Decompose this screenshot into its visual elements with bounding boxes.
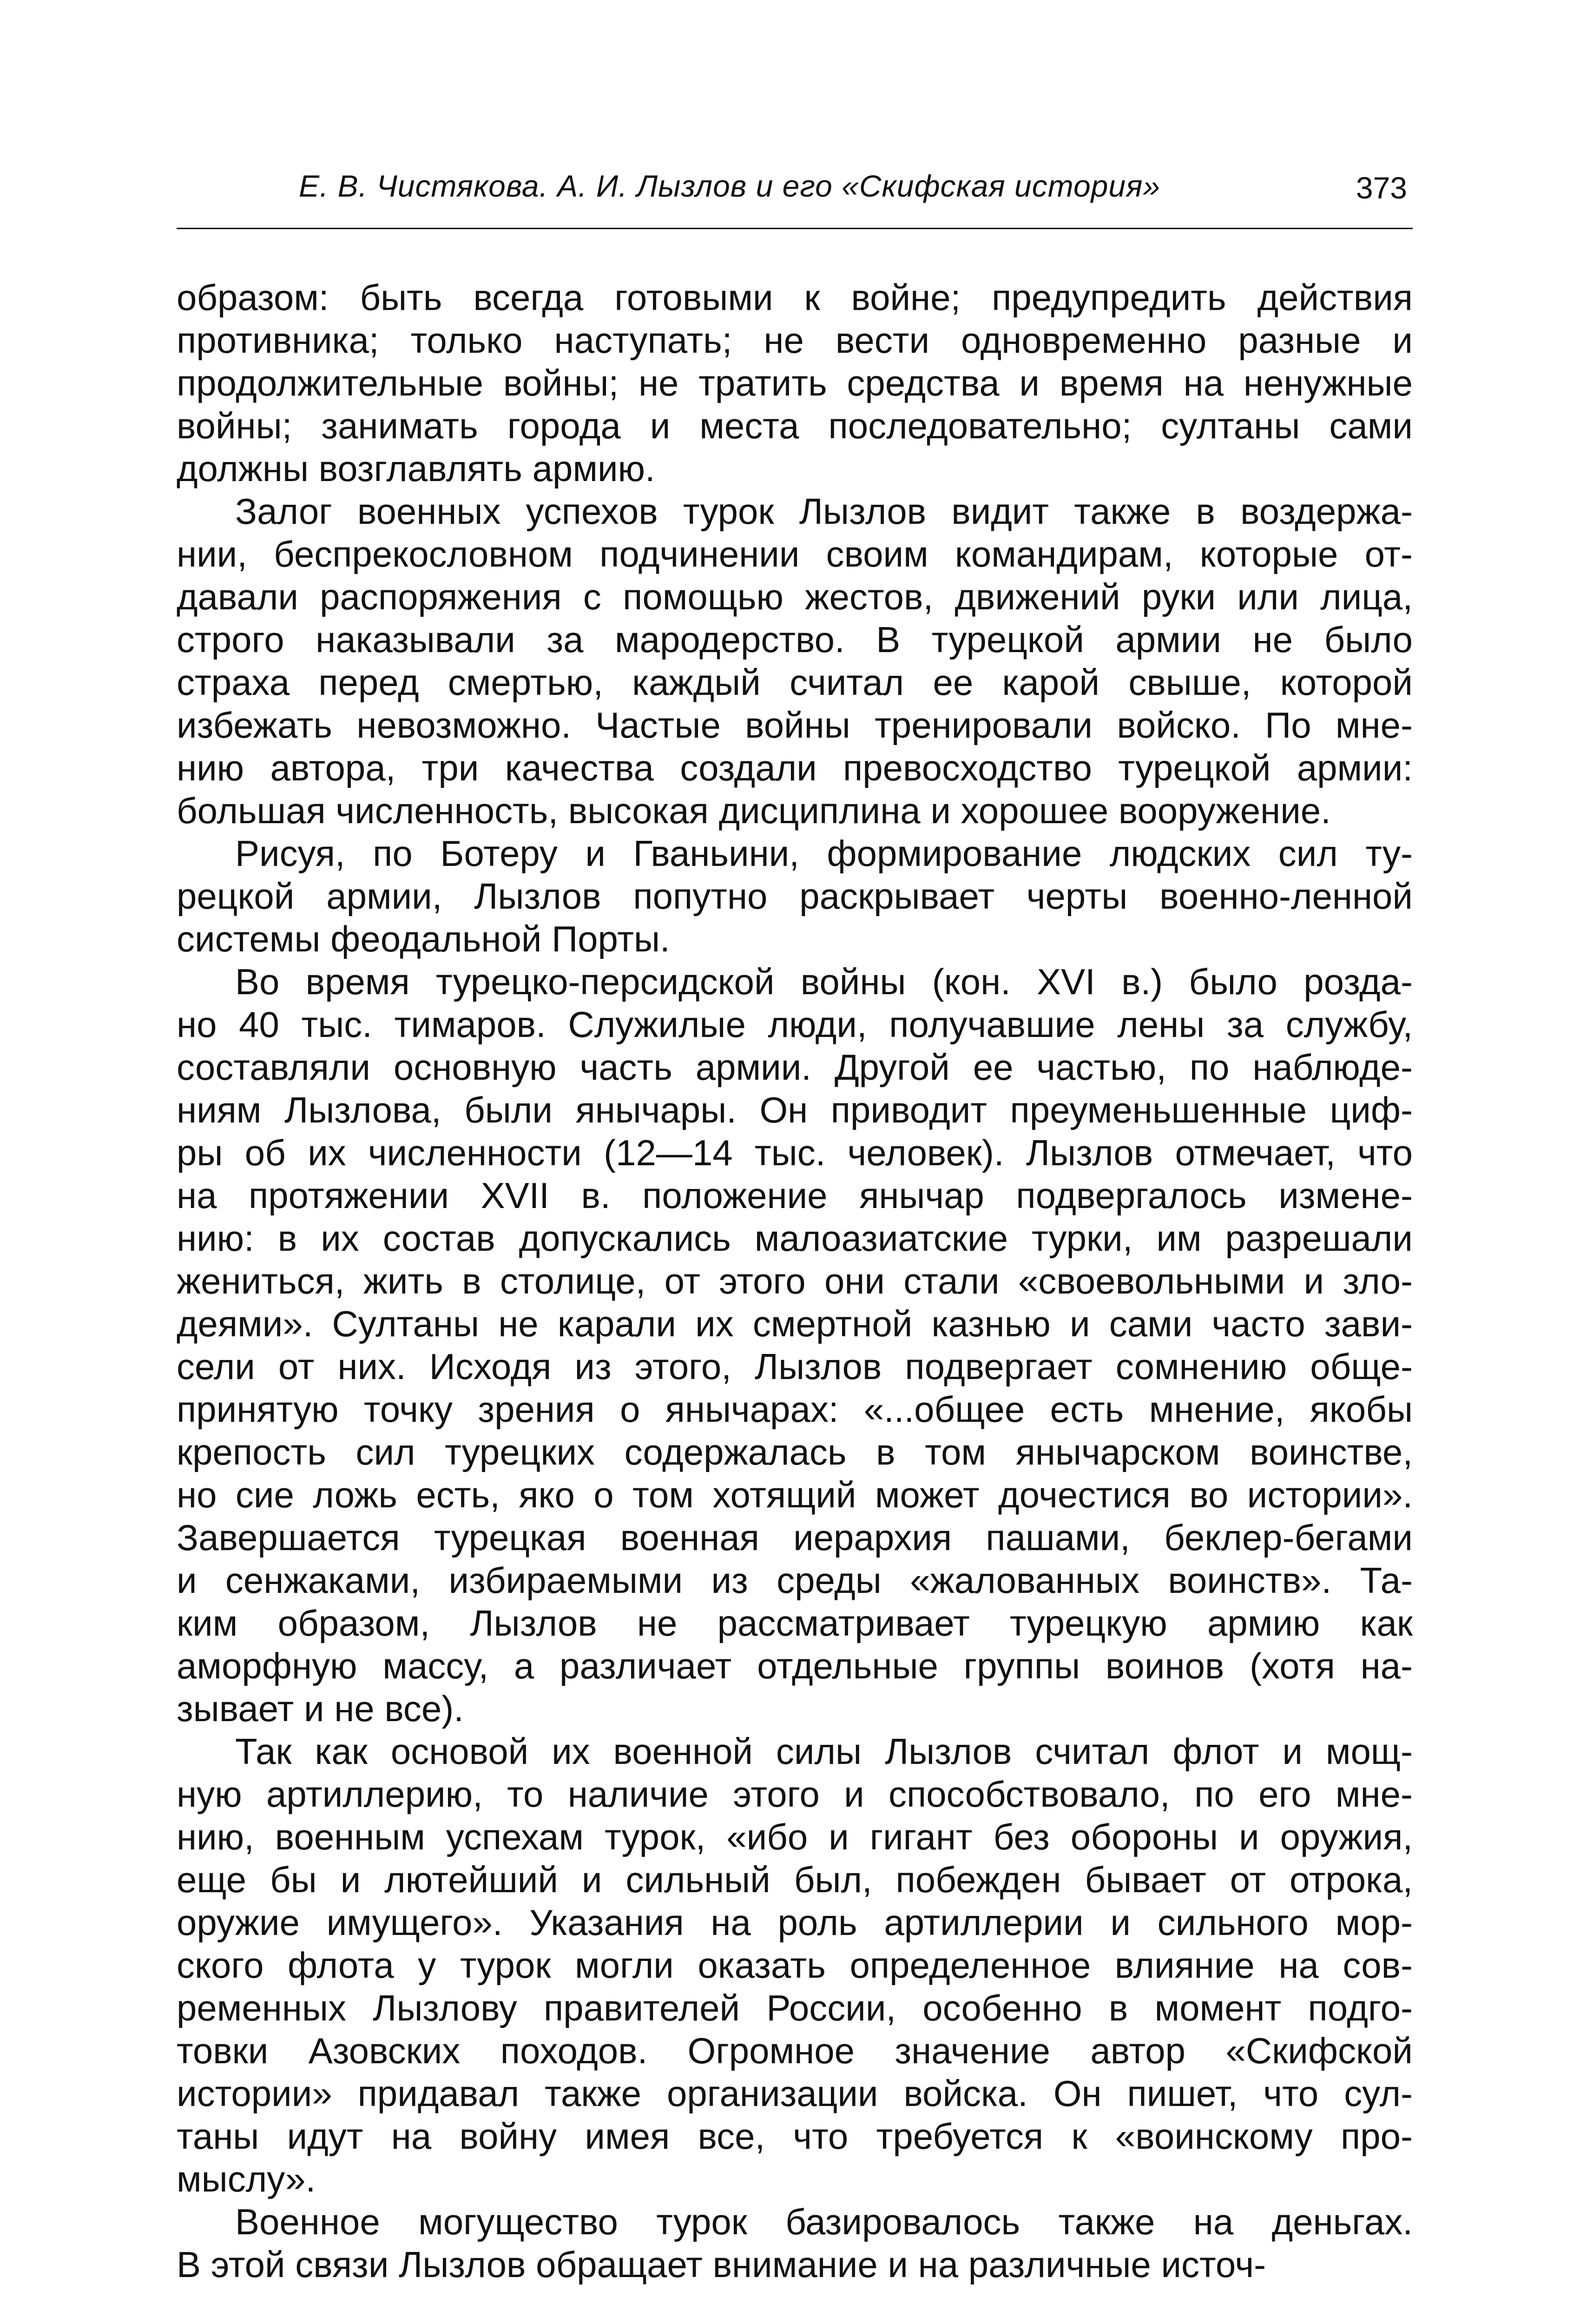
text-line: нии, беспрекословном подчинении своим командирам, которые от- bbox=[177, 534, 1413, 574]
paragraph bbox=[177, 2200, 1413, 2286]
text-line: жениться, жить в столице, от этого они стали «своевольными и зло- bbox=[177, 1261, 1413, 1301]
text-line: принятую точку зрения о янычарах: «...общее есть мнение, якобы bbox=[177, 1389, 1413, 1430]
text-line: нию: в их состав допускались малоазиатские турки, им разрешали bbox=[177, 1218, 1413, 1259]
text-line: противника; только наступать; не вести одновременно разные и bbox=[177, 320, 1413, 361]
text-line: товки Азовских походов. Огромное значение автор «Скифской bbox=[177, 2030, 1413, 2071]
paragraph bbox=[177, 490, 1413, 832]
paragraph bbox=[177, 960, 1413, 1730]
text-line: ную артиллерию, то наличие этого и способствовало, по его мне- bbox=[177, 1774, 1413, 1815]
text-line: В этой связи Лызлов обращает внимание и на различные источ- bbox=[177, 2244, 1266, 2285]
text-line: но 40 тыс. тимаров. Служилые люди, получавшие лены за службу, bbox=[177, 1004, 1413, 1045]
text-line: деями». Султаны не карали их смертной казнью и сами часто зави- bbox=[177, 1303, 1413, 1344]
text-line: строго наказывали за мародерство. В турецкой армии не было bbox=[177, 619, 1413, 660]
text-line: давали распоряжения с помощью жестов, движений руки или лица, bbox=[177, 576, 1413, 617]
text-line: избежать невозможно. Частые войны тренировали войско. По мне- bbox=[177, 705, 1413, 746]
text-line: Залог военных успехов турок Лызлов видит также в воздержа- bbox=[235, 491, 1413, 532]
paragraph bbox=[177, 276, 1413, 490]
text-line: ременных Лызлову правителей России, особенно в момент подго- bbox=[177, 1987, 1413, 2028]
text-line: мыслу». bbox=[177, 2159, 316, 2199]
text-line: ского флота у турок могли оказать определенное влияние на сов- bbox=[177, 1945, 1413, 1986]
text-line: войны; занимать города и места последовательно; султаны сами bbox=[177, 405, 1413, 446]
text-line: зывает и не все). bbox=[177, 1688, 464, 1729]
text-line: но сие ложь есть, яко о том хотящий может дочестися во истории». bbox=[177, 1474, 1413, 1515]
text-line: большая численность, высокая дисциплина и хорошее вооружение. bbox=[177, 790, 1331, 831]
text-line: рецкой армии, Лызлов попутно раскрывает черты военно-ленной bbox=[177, 876, 1413, 917]
text-line: Во время турецко-персидской войны (кон. XVI в.) было розда- bbox=[235, 961, 1413, 1002]
text-line: истории» придавал также организации войска. Он пишет, что сул- bbox=[177, 2073, 1413, 2114]
paragraph bbox=[177, 1730, 1413, 2200]
text-line: ким образом, Лызлов не рассматривает турецкую армию как bbox=[177, 1603, 1413, 1644]
text-line: ры об их численности (12—14 тыс. человек). Лызлов отмечает, что bbox=[177, 1132, 1413, 1173]
running-head bbox=[177, 165, 1413, 221]
text-line: сели от них. Исходя из этого, Лызлов подвергает сомнению обще- bbox=[177, 1346, 1413, 1387]
text-line: на протяжении XVII в. положение янычар подвергалось измене- bbox=[177, 1175, 1413, 1216]
text-line: нию, военным успехам турок, «ибо и гигант без обороны и оружия, bbox=[177, 1816, 1413, 1857]
body-text bbox=[177, 276, 1413, 2286]
text-line: оружие имущего». Указания на роль артиллерии и сильного мор- bbox=[177, 1902, 1413, 1943]
text-line: образом: быть всегда готовыми к войне; предупредить действия bbox=[177, 277, 1413, 318]
text-line: и сенжаками, избираемыми из среды «жалованных воинств». Та- bbox=[177, 1560, 1413, 1601]
text-line: Военное могущество турок базировалось также на деньгах. bbox=[235, 2201, 1413, 2242]
text-line: Так как основой их военной силы Лызлов считал флот и мощ- bbox=[235, 1731, 1413, 1772]
text-line: нию автора, три качества создали превосходство турецкой армии: bbox=[177, 747, 1413, 788]
text-line: ниям Лызлова, были янычары. Он приводит преуменьшенные циф- bbox=[177, 1089, 1413, 1130]
text-line: еще бы и лютейший и сильный был, побежден бывает от отрока, bbox=[177, 1859, 1413, 1900]
page-number: 373 bbox=[1356, 171, 1407, 205]
header-rule bbox=[177, 228, 1413, 229]
running-title: Е. В. Чистякова. А. И. Лызлов и его «Скифская история» bbox=[298, 169, 1161, 203]
text-line: аморфную массу, а различает отдельные группы воинов (хотя на- bbox=[177, 1645, 1413, 1686]
text-line: должны возглавлять армию. bbox=[177, 448, 655, 489]
text-line: Рисуя, по Ботеру и Гваньини, формирование людских сил ту- bbox=[235, 833, 1413, 874]
text-line: крепость сил турецких содержалась в том янычарском воинстве, bbox=[177, 1432, 1413, 1472]
text-line: продолжительные войны; не тратить средства и время на ненужные bbox=[177, 363, 1413, 403]
text-line: системы феодальной Порты. bbox=[177, 918, 670, 959]
text-line: страха перед смертью, каждый считал ее карой свыше, которой bbox=[177, 662, 1413, 703]
text-line: составляли основную часть армии. Другой ее частью, по наблюде- bbox=[177, 1047, 1413, 1088]
text-line: Завершается турецкая военная иерархия пашами, беклер-бегами bbox=[177, 1517, 1413, 1558]
paragraph bbox=[177, 832, 1413, 960]
text-line: таны идут на войну имея все, что требуется к «воинскому про- bbox=[177, 2116, 1413, 2157]
